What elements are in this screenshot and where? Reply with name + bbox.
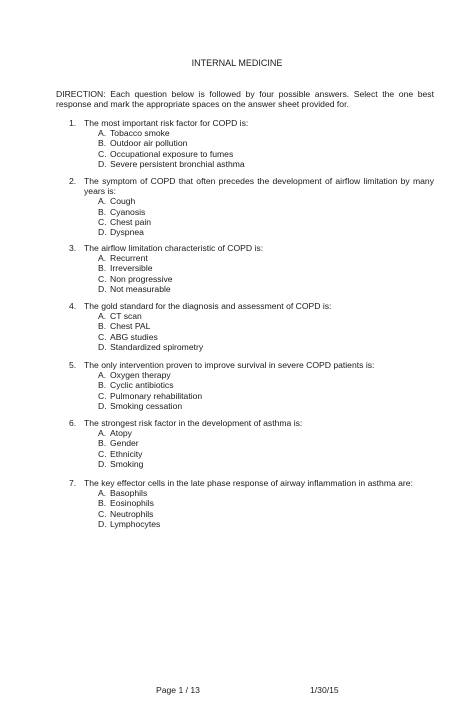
question-text: The gold standard for the diagnosis and assessment of COPD is: <box>84 301 332 311</box>
option-letter: B. <box>98 380 107 391</box>
option-letter: C. <box>98 508 107 519</box>
answer-option <box>56 428 434 438</box>
option-text: Cyanosis <box>110 206 146 217</box>
option-list <box>56 311 434 352</box>
question-text: The symptom of COPD that often precedes the development of airflow limitation by many years is: <box>84 176 434 197</box>
answer-option <box>56 459 434 469</box>
option-letter: B. <box>98 321 107 332</box>
option-letter: D. <box>98 458 107 469</box>
option-letter: A. <box>98 253 107 264</box>
answer-option <box>56 263 434 273</box>
question-number: 1. <box>69 118 77 128</box>
answer-option <box>56 128 434 138</box>
option-text: CT scan <box>110 311 142 322</box>
option-text: Eosinophils <box>110 498 154 509</box>
option-letter: A. <box>98 196 107 207</box>
question-item <box>56 118 434 169</box>
answer-option <box>56 509 434 519</box>
answer-option <box>56 149 434 159</box>
footer-date: 1/30/15 <box>310 685 339 695</box>
answer-option <box>56 401 434 411</box>
option-text: Smoking cessation <box>110 400 183 411</box>
option-letter: C. <box>98 148 107 159</box>
option-letter: C. <box>98 448 107 459</box>
answer-option <box>56 498 434 508</box>
option-text: Lymphocytes <box>110 518 161 529</box>
answer-option <box>56 196 434 206</box>
option-letter: A. <box>98 428 107 439</box>
option-letter: B. <box>98 138 107 149</box>
answer-option <box>56 519 434 529</box>
option-text: Pulmonary rehabilitation <box>110 390 203 401</box>
option-letter: A. <box>98 128 107 139</box>
option-letter: B. <box>98 206 107 217</box>
option-text: Not measurable <box>110 283 171 294</box>
option-letter: C. <box>98 331 107 342</box>
answer-option <box>56 449 434 459</box>
option-letter: B. <box>98 498 107 509</box>
option-letter: C. <box>98 216 107 227</box>
option-text: Outdoor air pollution <box>110 138 188 149</box>
option-text: ABG studies <box>110 331 158 342</box>
option-text: Irreversible <box>110 263 153 274</box>
question-stem <box>56 243 434 253</box>
answer-option <box>56 488 434 498</box>
answer-option <box>56 284 434 294</box>
option-list <box>56 253 434 294</box>
option-list <box>56 370 434 411</box>
question-text: The key effector cells in the late phase response of airway inflammation in asthma are: <box>84 478 413 488</box>
answer-option <box>56 391 434 401</box>
option-text: Cough <box>110 196 136 207</box>
answer-option <box>56 217 434 227</box>
option-text: Neutrophils <box>110 508 154 519</box>
answer-option <box>56 138 434 148</box>
question-stem <box>56 301 434 311</box>
answer-option <box>56 380 434 390</box>
question-stem <box>56 118 434 128</box>
option-text: Atopy <box>110 428 132 439</box>
option-letter: A. <box>98 311 107 322</box>
question-text: The airflow limitation characteristic of COPD is: <box>84 243 264 253</box>
option-text: Smoking <box>110 458 144 469</box>
page-number: Page 1 / 13 <box>156 685 200 695</box>
option-letter: D. <box>98 283 107 294</box>
question-stem <box>56 478 434 488</box>
option-text: Occupational exposure to fumes <box>110 148 234 159</box>
option-text: Oxygen therapy <box>110 370 171 381</box>
option-list <box>56 488 434 529</box>
option-letter: A. <box>98 488 107 499</box>
answer-option <box>56 159 434 169</box>
question-text: The strongest risk factor in the development of asthma is: <box>84 418 303 428</box>
answer-option <box>56 370 434 380</box>
question-item <box>56 176 434 237</box>
question-stem <box>56 418 434 428</box>
option-text: Standardized spirometry <box>110 341 204 352</box>
question-number: 5. <box>69 360 77 370</box>
option-text: Tobacco smoke <box>110 128 170 139</box>
option-text: Chest pain <box>110 216 152 227</box>
answer-option <box>56 311 434 321</box>
answer-option <box>56 253 434 263</box>
option-letter: B. <box>98 438 107 449</box>
question-number: 4. <box>69 301 77 311</box>
question-number: 2. <box>69 176 77 186</box>
option-text: Dyspnea <box>110 227 144 238</box>
option-text: Cyclic antibiotics <box>110 380 174 391</box>
option-letter: D. <box>98 158 107 169</box>
answer-option <box>56 438 434 448</box>
direction-paragraph: DIRECTION: Each question below is followed by four possible answers. Select the one best response and mark the appropriate spaces on the answer sheet provided for. <box>56 89 434 110</box>
option-letter: D. <box>98 341 107 352</box>
question-item <box>56 360 434 411</box>
option-text: Severe persistent bronchial asthma <box>110 158 245 169</box>
option-letter: A. <box>98 370 107 381</box>
question-number: 6. <box>69 418 77 428</box>
answer-option <box>56 207 434 217</box>
option-letter: C. <box>98 390 107 401</box>
option-list <box>56 128 434 169</box>
option-text: Recurrent <box>110 253 148 264</box>
answer-option <box>56 227 434 237</box>
option-text: Chest PAL <box>110 321 151 332</box>
option-list <box>56 196 434 237</box>
answer-option <box>56 321 434 331</box>
answer-option <box>56 332 434 342</box>
question-item <box>56 418 434 469</box>
option-text: Basophils <box>110 488 148 499</box>
answer-option <box>56 342 434 352</box>
question-item <box>56 301 434 352</box>
option-text: Non progressive <box>110 273 173 284</box>
option-letter: B. <box>98 263 107 274</box>
question-text: The only intervention proven to improve survival in severe COPD patients is: <box>84 360 375 370</box>
question-number: 7. <box>69 478 77 488</box>
question-stem <box>56 176 434 196</box>
question-item <box>56 478 434 529</box>
option-letter: D. <box>98 400 107 411</box>
question-text: The most important risk factor for COPD is: <box>84 118 249 128</box>
question-number: 3. <box>69 243 77 253</box>
question-item <box>56 243 434 294</box>
option-text: Gender <box>110 438 139 449</box>
option-text: Ethnicity <box>110 448 143 459</box>
option-letter: D. <box>98 518 107 529</box>
document-title: INTERNAL MEDICINE <box>191 58 283 68</box>
option-list <box>56 428 434 469</box>
option-letter: C. <box>98 273 107 284</box>
question-stem <box>56 360 434 370</box>
answer-option <box>56 274 434 284</box>
option-letter: D. <box>98 227 107 238</box>
